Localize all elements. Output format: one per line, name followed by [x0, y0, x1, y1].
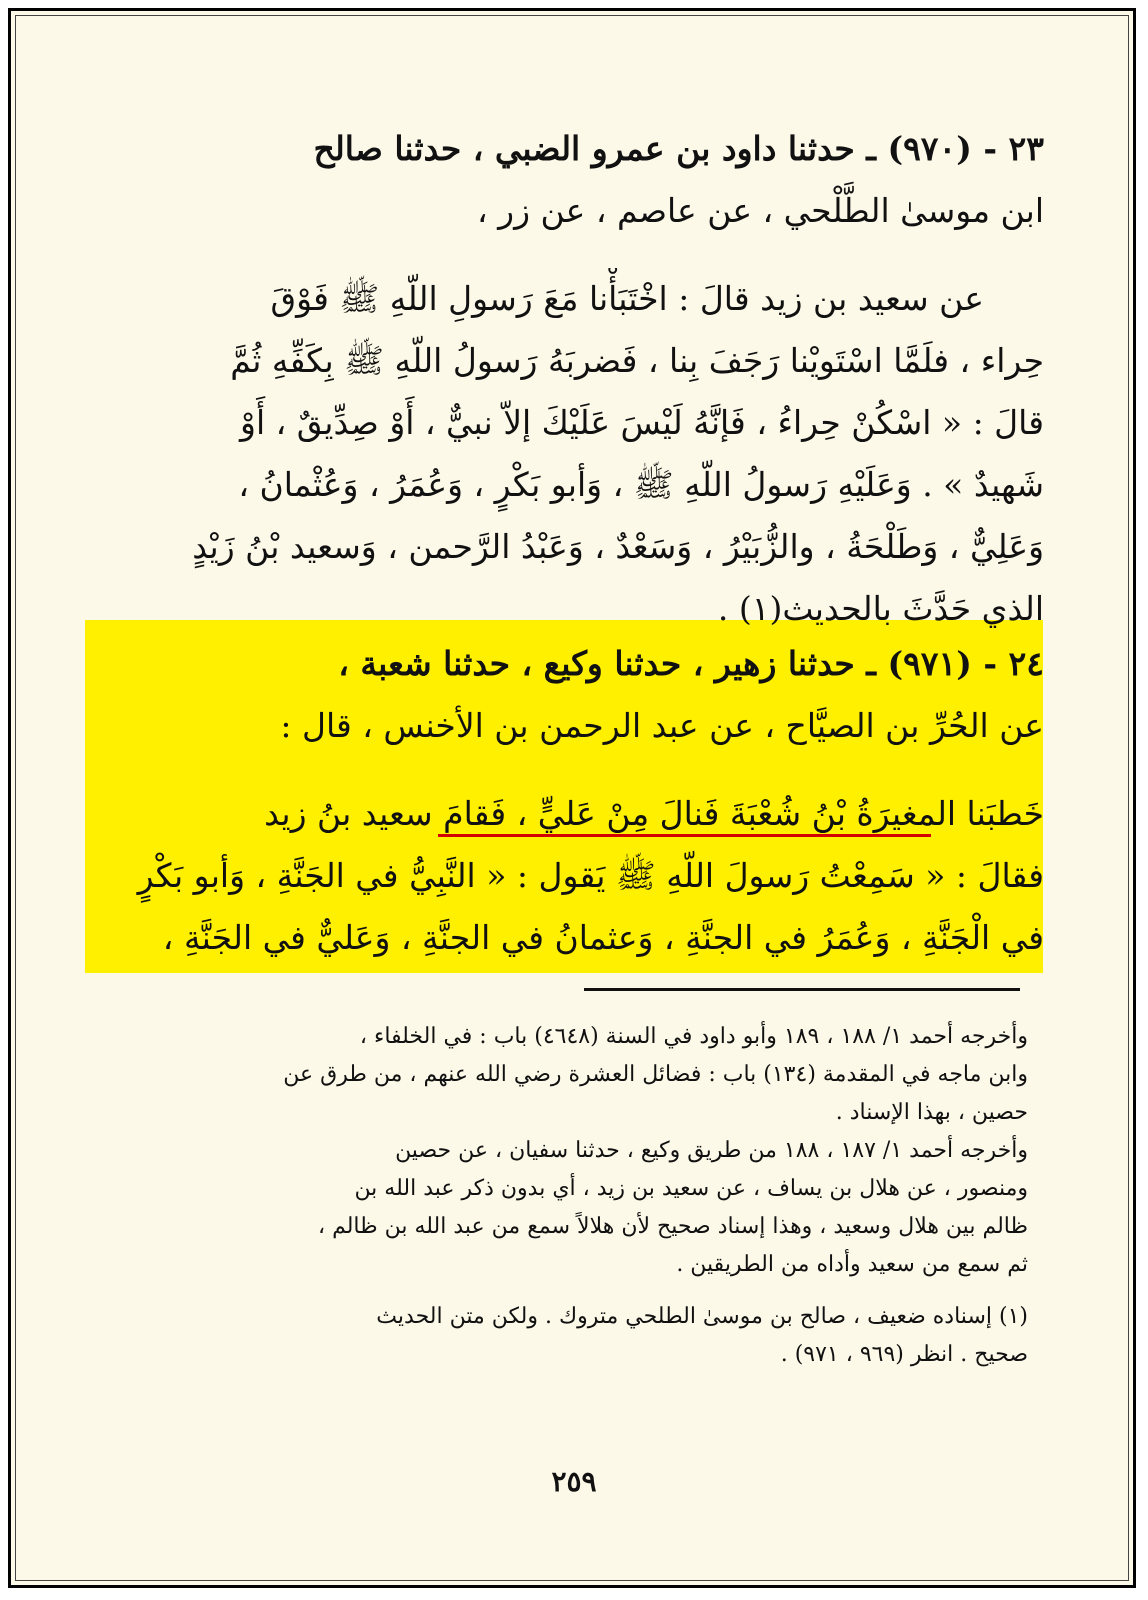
footnote-1-line-1: وأخرجه أحمد ١/ ١٨٨ ، ١٨٩ وأبو داود في السنة (٤٦٤٨) باب : في الخلفاء ، — [359, 1024, 1028, 1049]
hadith-23-line-3: عن سعيد بن زيد قالَ : اخْتَبَأْنا مَعَ رَسولِ اللّهِ ﷺ فَوْقَ — [270, 279, 984, 318]
hadith-23-line-8: الذي حَدَّثَ بالحديث(١) . — [717, 589, 1044, 628]
red-underline — [438, 834, 931, 837]
note-1-line-1: (١) إسناده ضعيف ، صالح بن موسىٰ الطلحي متروك . ولكن متن الحديث — [376, 1304, 1028, 1329]
footnote-1-line-3: حصين ، بهذا الإسناد . — [835, 1100, 1028, 1125]
hadith-24-heading-line: ٢٤ - (٩٧١) ـ حدثنا زهير ، حدثنا وكيع ، حدثنا شعبة ، — [338, 644, 1044, 683]
footnotes — [120, 1018, 1028, 1374]
hadith-24-line-4: فقالَ : « سَمِعْتُ رَسولَ اللّهِ ﷺ يَقول : « النَّبِيُّ في الجَنَّةِ ، وَأبو بَكْرٍ — [137, 856, 1044, 895]
hadith-24-line-2: عن الحُرِّ بن الصيَّاح ، عن عبد الرحمن بن الأخنس ، قال : — [280, 706, 1044, 745]
footnote-2-line-3: ظالم بين هلال وسعيد ، وهذا إسناد صحيح لأن هلالاً سمع من عبد الله بن ظالم ، — [317, 1214, 1028, 1239]
hadith-23-line-2: ابن موسىٰ الطَّلْحي ، عن عاصم ، عن زر ، — [477, 191, 1044, 230]
hadith-24 — [104, 633, 1044, 969]
hadith-24-line-3: خَطبَنا المغيرَةُ بْنُ شُعْبَةَ فَنالَ مِنْ عَليٍّ ، فَقامَ سعيد بنُ زيد — [264, 794, 1044, 833]
note-1-line-2: صحيح . انظر (٩٦٩ ، ٩٧١) . — [780, 1342, 1028, 1367]
page-number: ٢٥٩ — [551, 1465, 597, 1498]
footnote-2-line-4: ثم سمع من سعيد وأداه من الطريقين . — [676, 1252, 1028, 1277]
hadith-23-line-4: حِراء ، فلَمَّا اسْتَويْنا رَجَفَ بِنا ، فَضربَهُ رَسولُ اللّهِ ﷺ بِكَفِّهِ ثُمَّ — [230, 341, 1044, 380]
hadith-23-line-7: وَعَلِيٌّ ، وَطَلْحَةُ ، والزُّبَيْرُ ، وَسَعْدٌ ، وَعَبْدُ الرَّحمن ، وَسعيد بْنُ زَيْدٍ — [192, 527, 1044, 566]
footnote-2-line-2: ومنصور ، عن هلال بن يساف ، عن سعيد بن زيد ، أي بدون ذكر عبد الله بن — [354, 1176, 1028, 1201]
hadith-23-line-6: شَهيدٌ » . وَعَلَيْهِ رَسولُ اللّهِ ﷺ ، وَأبو بَكْرٍ ، وَعُمَرُ ، وَعُثْمانُ ، — [238, 465, 1044, 504]
hadith-23-heading-line: ٢٣ - (٩٧٠) ـ حدثنا داود بن عمرو الضبي ، حدثنا صالح — [313, 129, 1044, 168]
hadith-23-line-5: قالَ : « اسْكُنْ حِراءُ ، فَإنَّهُ لَيْسَ عَلَيْكَ إلاّ نبيٌّ ، أَوْ صِدِّيقٌ ، أَوْ — [240, 403, 1044, 442]
hadith-23 — [104, 118, 1044, 640]
hadith-24-line-5: في الْجَنَّةِ ، وَعُمَرُ في الجنَّةِ ، وَعثمانُ في الجنَّةِ ، وَعَليٌّ في الجَنَّةِ ، — [162, 918, 1044, 957]
footnote-separator — [584, 988, 1020, 991]
footnote-1-line-2: وابن ماجه في المقدمة (١٣٤) باب : فضائل العشرة رضي الله عنهم ، من طرق عن — [283, 1062, 1028, 1087]
footnote-2-line-1: وأخرجه أحمد ١/ ١٨٧ ، ١٨٨ من طريق وكيع ، حدثنا سفيان ، عن حصين — [395, 1138, 1028, 1163]
